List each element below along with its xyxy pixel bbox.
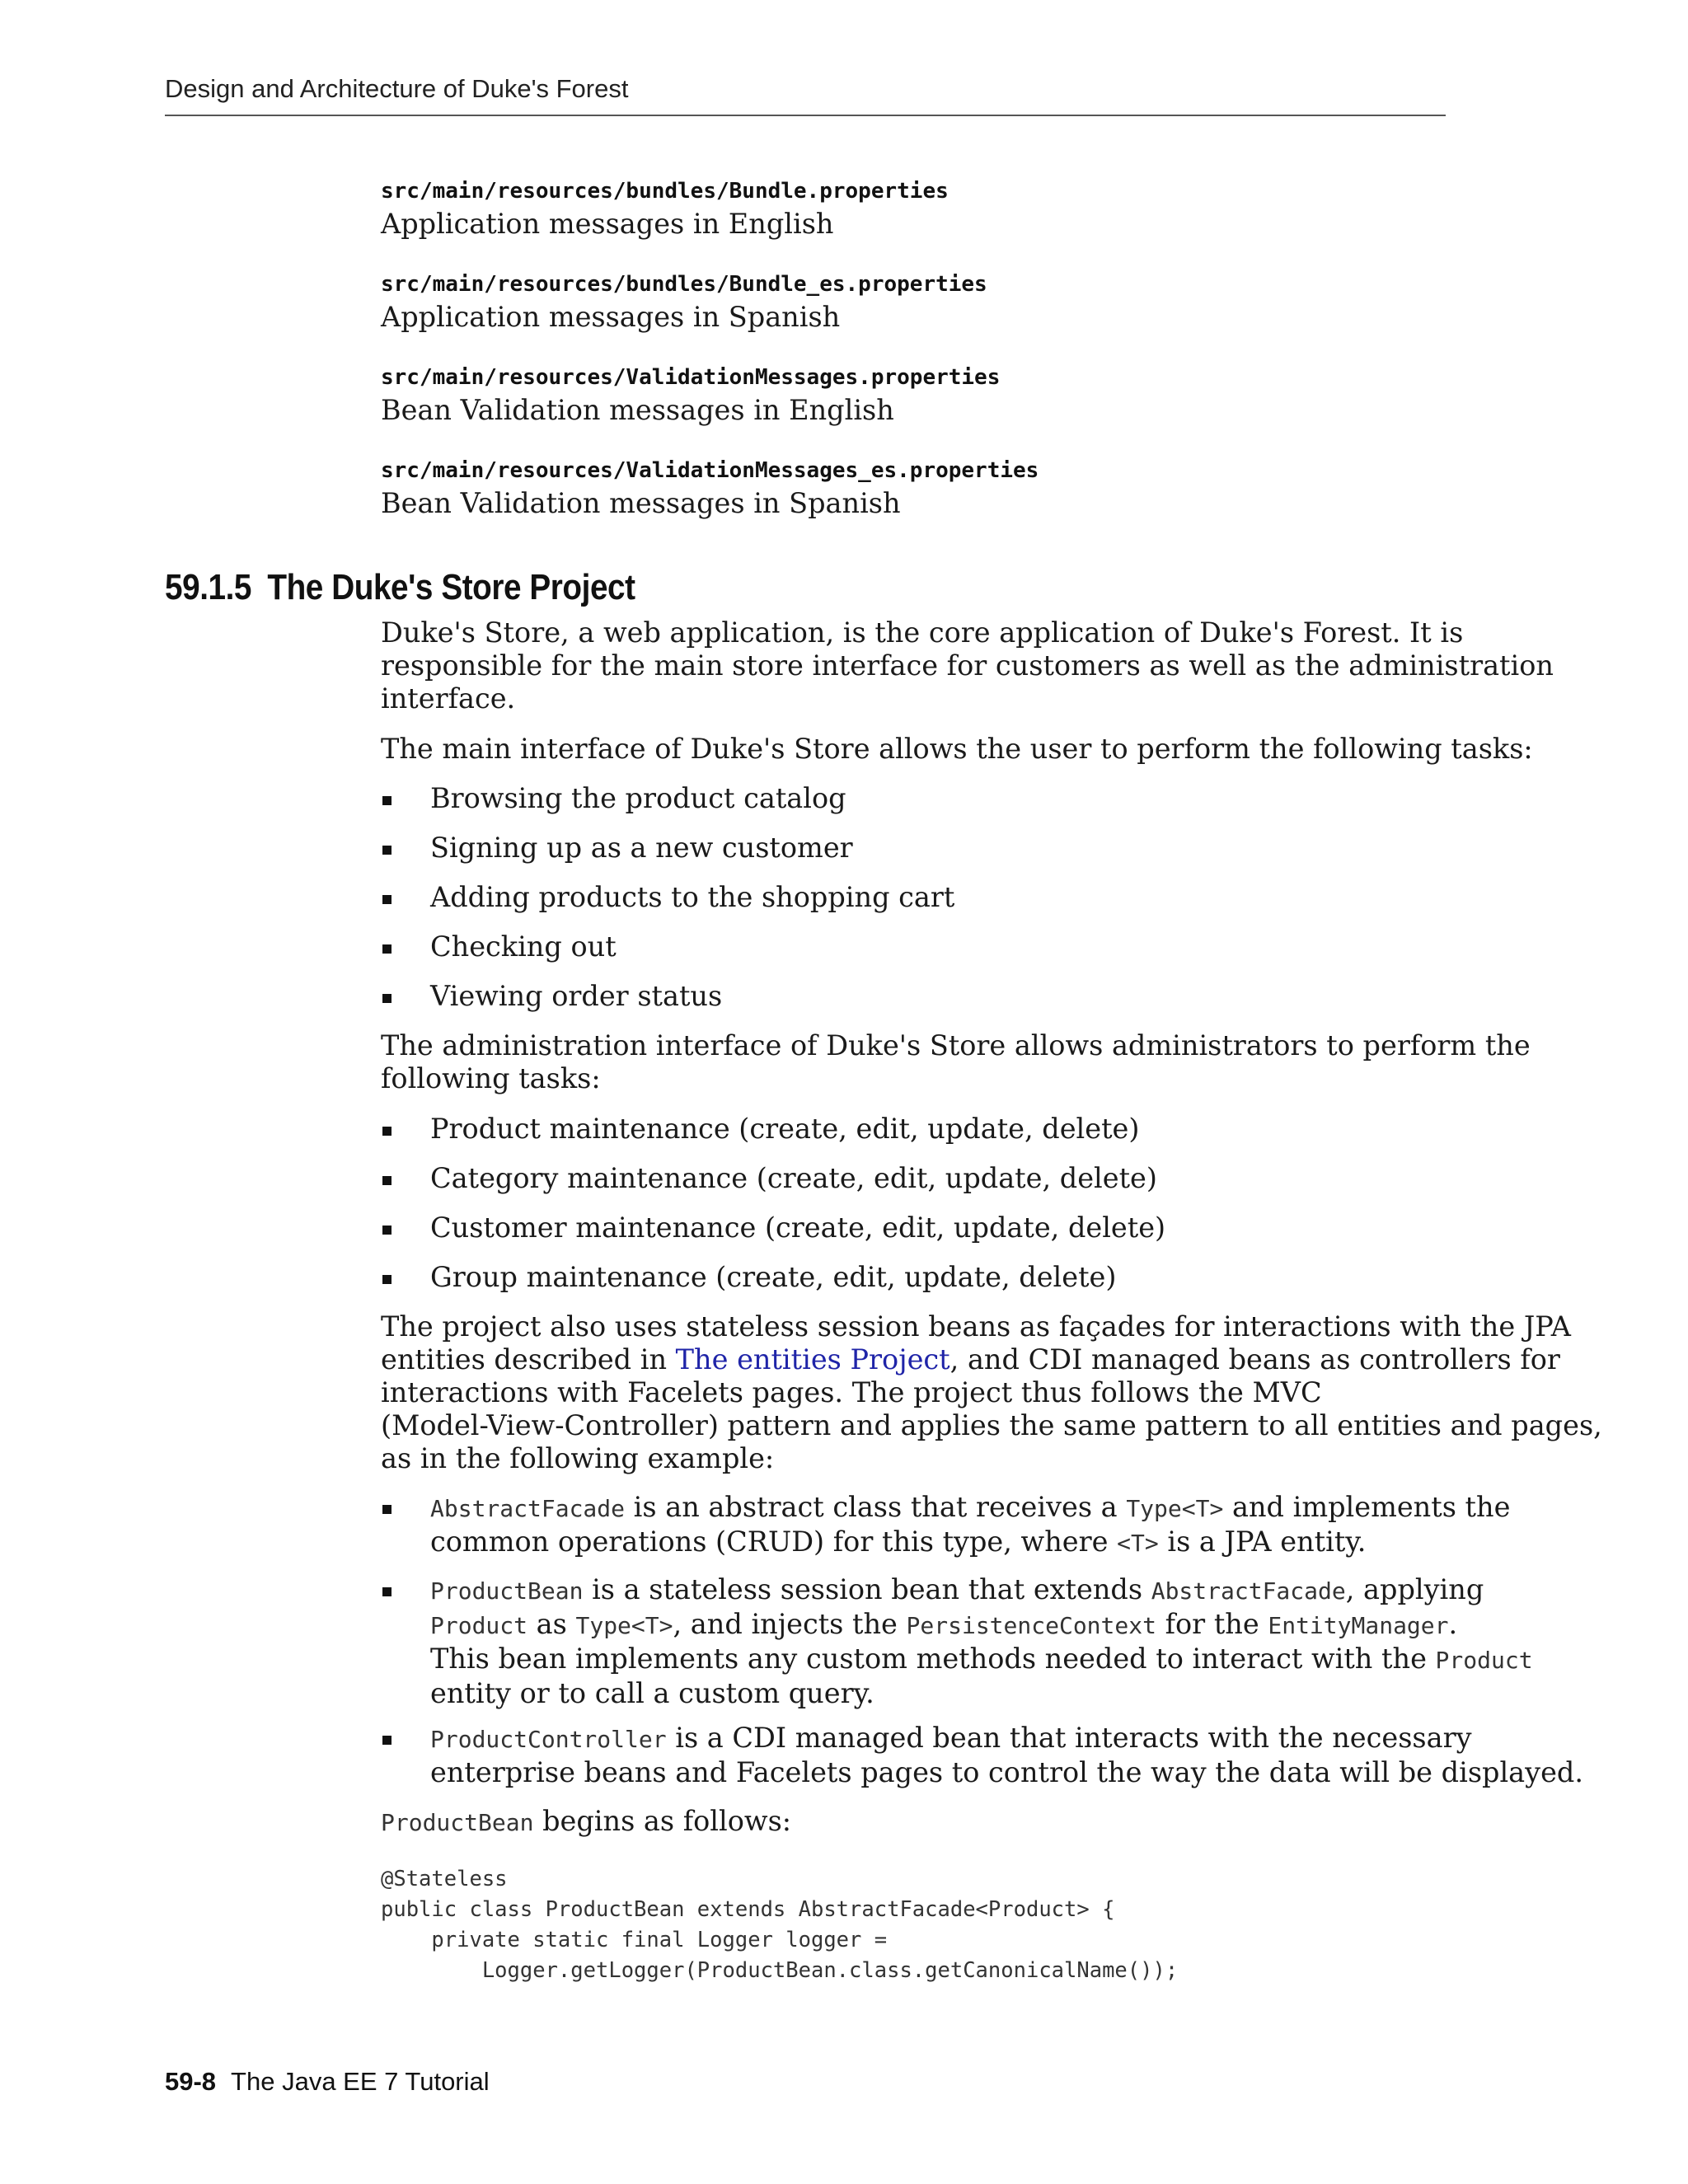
text-line <box>430 1573 1484 1608</box>
page-number: 59-8 <box>165 2067 217 2096</box>
text-line: (Model-View-Controller) pattern and applies the same pattern to all entities and pages, <box>381 1409 1602 1441</box>
text-span: is a stateless session bean that extends <box>583 1573 1151 1605</box>
text-span: , applying <box>1345 1573 1484 1605</box>
text-span: and implements the <box>1223 1491 1511 1523</box>
code-span: AbstractFacade <box>1151 1577 1346 1605</box>
list-item-text: Category maintenance (create, edit, update, delete) <box>430 1162 1157 1194</box>
section-title-text: The Duke's Store Project <box>267 567 635 607</box>
section-heading <box>165 567 635 608</box>
code-span: ProductBean <box>381 1809 534 1836</box>
resource-entry <box>381 175 949 241</box>
text-line: The administration interface of Duke's Store allows administrators to perform the <box>381 1029 1531 1062</box>
text-line <box>430 1491 1511 1526</box>
bullet-mark <box>382 846 392 855</box>
code-span: EntityManager <box>1268 1612 1449 1639</box>
header-rule <box>165 115 1446 116</box>
list-item-text: Group maintenance (create, edit, update, delete) <box>430 1261 1117 1293</box>
list-item-text: Checking out <box>430 930 617 963</box>
resource-path: src/main/resources/bundles/Bundle.properties <box>381 179 949 204</box>
text-line: as in the following example: <box>381 1442 775 1474</box>
text-line: The main interface of Duke's Store allows the user to perform the following tasks: <box>381 733 1533 765</box>
entities-project-link[interactable]: The entities Project <box>675 1343 950 1376</box>
section-number: 59.1.5 <box>165 567 252 607</box>
text-span: This bean implements any custom methods needed to interact with the <box>430 1643 1436 1675</box>
code-span: ProductBean <box>430 1577 584 1605</box>
resource-entry <box>381 454 1039 520</box>
resource-desc: Bean Validation messages in English <box>381 394 894 426</box>
project-paragraph <box>381 1310 1602 1475</box>
text-line: following tasks: <box>381 1062 601 1094</box>
resource-desc: Bean Validation messages in Spanish <box>381 487 901 519</box>
bullet-mark <box>382 1505 392 1514</box>
text-span: begins as follows: <box>533 1805 792 1837</box>
code-span: Product <box>1435 1647 1533 1674</box>
text-span: as <box>528 1608 576 1640</box>
text-span: , and injects the <box>673 1608 907 1640</box>
admin-interface-intro <box>381 1029 1531 1095</box>
text-span: is an abstract class that receives a <box>625 1491 1127 1523</box>
bullet-mark <box>382 1275 392 1284</box>
bullet-mark <box>382 895 392 904</box>
list-item-text: Viewing order status <box>430 980 723 1012</box>
text-line <box>430 1526 1452 1560</box>
text-line: Duke's Store, a web application, is the core application of Duke's Forest. It is <box>381 616 1464 649</box>
text-line <box>381 1805 1452 1840</box>
text-span: is a CDI managed bean that interacts with the necessary <box>666 1722 1472 1754</box>
resource-path: src/main/resources/ValidationMessages_es.properties <box>381 458 1039 483</box>
page-footer <box>165 2067 490 2097</box>
list-item-text: Browsing the product catalog <box>430 782 846 814</box>
text-span: for the <box>1156 1608 1268 1640</box>
text-line <box>430 1722 1472 1756</box>
text-span: , and CDI managed beans as controllers for <box>950 1343 1560 1376</box>
code-span: Type<T> <box>575 1612 673 1639</box>
text-line <box>430 1608 1458 1643</box>
code-span: <T> <box>1117 1530 1159 1557</box>
resource-path: src/main/resources/ValidationMessages.properties <box>381 365 1001 390</box>
text-line <box>430 1643 1533 1677</box>
text-span: common operations (CRUD) for this type, where <box>430 1526 1118 1558</box>
text-line: enterprise beans and Facelets pages to control the way the data will be displayed. <box>430 1756 1583 1788</box>
code-span: Product <box>430 1612 528 1639</box>
main-interface-intro <box>381 733 1533 766</box>
bullet-mark <box>382 796 392 805</box>
bullet-mark <box>382 1736 392 1745</box>
bullet-mark <box>382 944 392 954</box>
begins-paragraph <box>381 1805 1452 1840</box>
resource-desc: Application messages in Spanish <box>381 301 841 333</box>
text-line: entity or to call a custom query. <box>430 1677 874 1709</box>
code-block: @Stateless public class ProductBean extends AbstractFacade<Product> { private static final Logger logger = Logger.getLogger(ProductBean.class.getCanonicalName()); <box>381 1867 1179 1983</box>
resource-path: src/main/resources/bundles/Bundle_es.properties <box>381 272 987 297</box>
text-line <box>381 1343 1560 1376</box>
bullet-mark <box>382 1587 392 1596</box>
list-item-text: Signing up as a new customer <box>430 832 853 864</box>
text-span: is a JPA entity. <box>1158 1526 1367 1558</box>
resource-entry <box>381 268 987 334</box>
resource-desc: Application messages in English <box>381 208 834 240</box>
text-span: . <box>1448 1608 1458 1640</box>
text-line: The project also uses stateless session beans as façades for interactions with the JPA <box>381 1310 1571 1343</box>
code-span: AbstractFacade <box>430 1495 626 1522</box>
list-item-text: Customer maintenance (create, edit, update, delete) <box>430 1212 1166 1244</box>
running-header: Design and Architecture of Duke's Forest <box>165 74 629 103</box>
resource-entry <box>381 361 1000 427</box>
text-span: entities described in <box>381 1343 676 1376</box>
bullet-mark <box>382 1226 392 1235</box>
bullet-mark <box>382 1176 392 1185</box>
bullet-mark <box>382 994 392 1003</box>
code-span: PersistenceContext <box>906 1612 1156 1639</box>
bullet-mark <box>382 1127 392 1136</box>
list-item-text: Product maintenance (create, edit, update, delete) <box>430 1113 1140 1145</box>
code-span: ProductController <box>430 1726 667 1753</box>
list-item-text: Adding products to the shopping cart <box>430 881 955 913</box>
intro-paragraph <box>381 616 1554 715</box>
code-span: Type<T> <box>1126 1495 1224 1522</box>
book-title: The Java EE 7 Tutorial <box>231 2067 490 2096</box>
text-line: responsible for the main store interface for customers as well as the administration <box>381 649 1554 682</box>
text-line: interactions with Facelets pages. The project thus follows the MVC <box>381 1376 1322 1408</box>
text-line: interface. <box>381 682 516 715</box>
